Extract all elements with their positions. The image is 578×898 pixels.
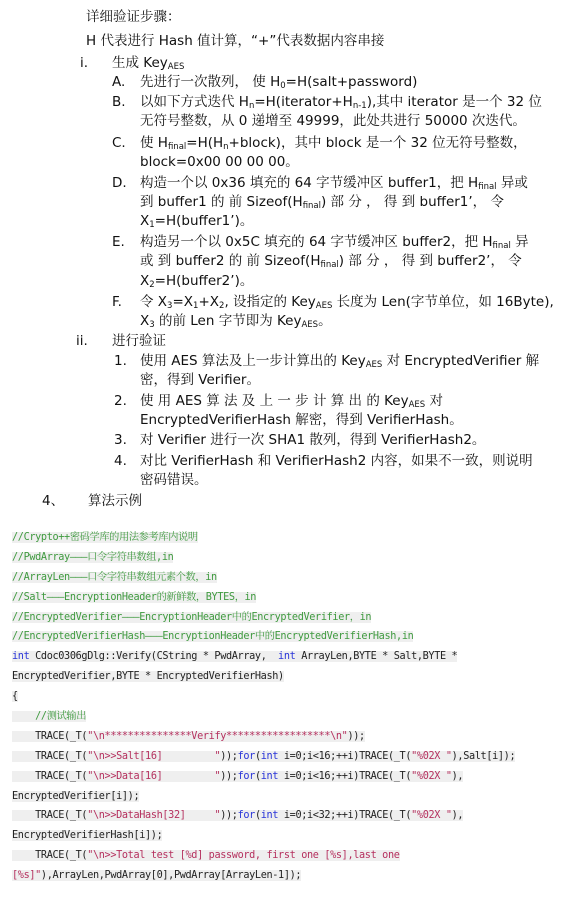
substep-marker: B. xyxy=(112,94,126,110)
intro-note: H 代表进行 Hash 值计算，“+”代表数据内容串接 xyxy=(86,33,385,49)
code-line: TRACE(_T("\n>>Total test [%d] password, first one [%s],last one xyxy=(12,846,538,866)
substep-text: 对 Verifier 进行一次 SHA1 散列，得到 VerifierHash2。 xyxy=(140,432,486,448)
code-line: TRACE(_T("\n>>Data[16] "));for(int i=0;i<16;++i)TRACE(_T("%02X "), xyxy=(12,767,538,787)
step-title: 进行验证 xyxy=(112,333,166,349)
substep-marker: D. xyxy=(112,175,127,191)
code-line: //EncryptedVerifierHash———EncryptionHeader中的EncryptedVerifierHash,in xyxy=(12,631,414,643)
substep-text: 构造一个以 0x36 填充的 64 字节缓冲区 buffer1，把 $H_{final}$ 异或 xyxy=(140,175,528,192)
substep-text: 或 到 buffer2 的 前 $Sizeof(H_{final})$ 部 分 ， 得 到 buffer2’， 令 xyxy=(140,253,522,270)
step-marker: ii. xyxy=(76,333,88,349)
code-line: EncryptedVerifierHash[i]); xyxy=(12,830,163,842)
substep-marker: 1. xyxy=(114,353,127,369)
substep-text: 先进行一次散列， 使 $H_0=H(salt+password)$ xyxy=(140,74,418,91)
substep-text: 到 buffer1 的 前 $Sizeof(H_{final})$ 部 分 ， 得 到 buffer1’， 令 xyxy=(140,194,504,211)
substep-text: $X_2=H(buffer2’)$。 xyxy=(140,273,254,290)
code-line: //测试输出 xyxy=(12,707,538,727)
substep-text: 对比 VerifierHash 和 VerifierHash2 内容，如果不一致，则说明 xyxy=(140,453,533,469)
substep-text: 以如下方式迭代 $H_n=H(iterator+H_{n-1})$,其中 iterator 是一个 32 位 xyxy=(140,94,542,111)
substep-text: 使用 AES 算法及上一步计算出的 Key$_{AES}$ 对 EncryptedVerifier 解 xyxy=(140,353,540,370)
code-line: TRACE(_T("\n***************Verify******************\n")); xyxy=(12,727,538,747)
substep-marker: A. xyxy=(112,74,126,90)
step-title: 生成 Key$_{AES}$ xyxy=(112,55,185,72)
code-line: EncryptedVerifier,BYTE * EncryptedVerifierHash) xyxy=(12,671,284,683)
substep-text: $X_1=H(buffer1’)$。 xyxy=(140,213,254,230)
code-line: EncryptedVerifier[i]); xyxy=(12,790,140,802)
intro-title: 详细验证步骤： xyxy=(86,9,181,25)
substep-marker: F. xyxy=(112,294,122,310)
code-line: TRACE(_T("\n>>Salt[16] "));for(int i=0;i<16;++i)TRACE(_T("%02X "),Salt[i]); xyxy=(12,747,538,767)
step-marker: i. xyxy=(80,55,89,71)
substep-marker: 3. xyxy=(114,432,127,448)
section-number: 4、 xyxy=(42,493,65,509)
substep-text: 密，得到 Verifier。 xyxy=(140,372,260,388)
code-line: //PwdArray———口令字符串数组,in xyxy=(12,551,174,563)
code-line: { xyxy=(12,691,18,703)
code-line: //Crypto++密码学库的用法参考库内说明 xyxy=(12,532,198,543)
code-line: //ArrayLen———口令字符串数组元素个数，in xyxy=(12,571,217,583)
substep-text: 无符号整数，从 0 递增至 49999，此处共进行 50000 次迭代。 xyxy=(140,113,526,129)
substep-marker: 4. xyxy=(114,453,127,469)
substep-marker: E. xyxy=(112,234,125,250)
substep-marker: C. xyxy=(112,135,126,151)
substep-text: $X_3$ 的前 Len 字节即为 Key$_{AES}$。 xyxy=(140,313,332,330)
substep-text: 使 $H_{final}=H(H_n+block)$，其中 block 是一个 32 位无符号整数， xyxy=(140,135,527,152)
code-line: TRACE(_T("\n>>DataHash[32] "));for(int i=0;i<32;++i)TRACE(_T("%02X "), xyxy=(12,806,538,826)
code-line: //EncryptedVerifier———EncryptionHeader中的EncryptedVerifier，in xyxy=(12,611,372,623)
substep-text: EncryptedVerifierHash 解密，得到 VerifierHash。 xyxy=(140,412,463,428)
substep-text: 构造另一个以 0x5C 填充的 64 字节缓冲区 buffer2，把 $H_{final}$ 异 xyxy=(140,234,529,251)
substep-text: 令 $X_3=X_1+X_2$, 设指定的 Key$_{AES}$ 长度为 Len(字节单位，如 16Byte), xyxy=(140,294,554,311)
code-line: //Salt———EncryptionHeader的新鲜数，BYTES，in xyxy=(12,591,257,603)
substep-marker: 2. xyxy=(114,393,127,409)
code-line: [%s]"),ArrayLen,PwdArray[0],PwdArray[ArrayLen-1]); xyxy=(12,870,302,882)
substep-text: 使 用 AES 算 法 及 上 一 步 计 算 出 的 Key$_{AES}$ 对 xyxy=(140,393,443,410)
section-title: 算法示例 xyxy=(88,493,142,509)
substep-text: 密码错误。 xyxy=(140,472,208,488)
code-line: int Cdoc0306gDlg::Verify(CString * PwdArray, int ArrayLen,BYTE * Salt,BYTE * xyxy=(12,651,458,663)
substep-text: block=0x00 00 00 00。 xyxy=(140,154,299,170)
code-listing xyxy=(12,528,538,886)
